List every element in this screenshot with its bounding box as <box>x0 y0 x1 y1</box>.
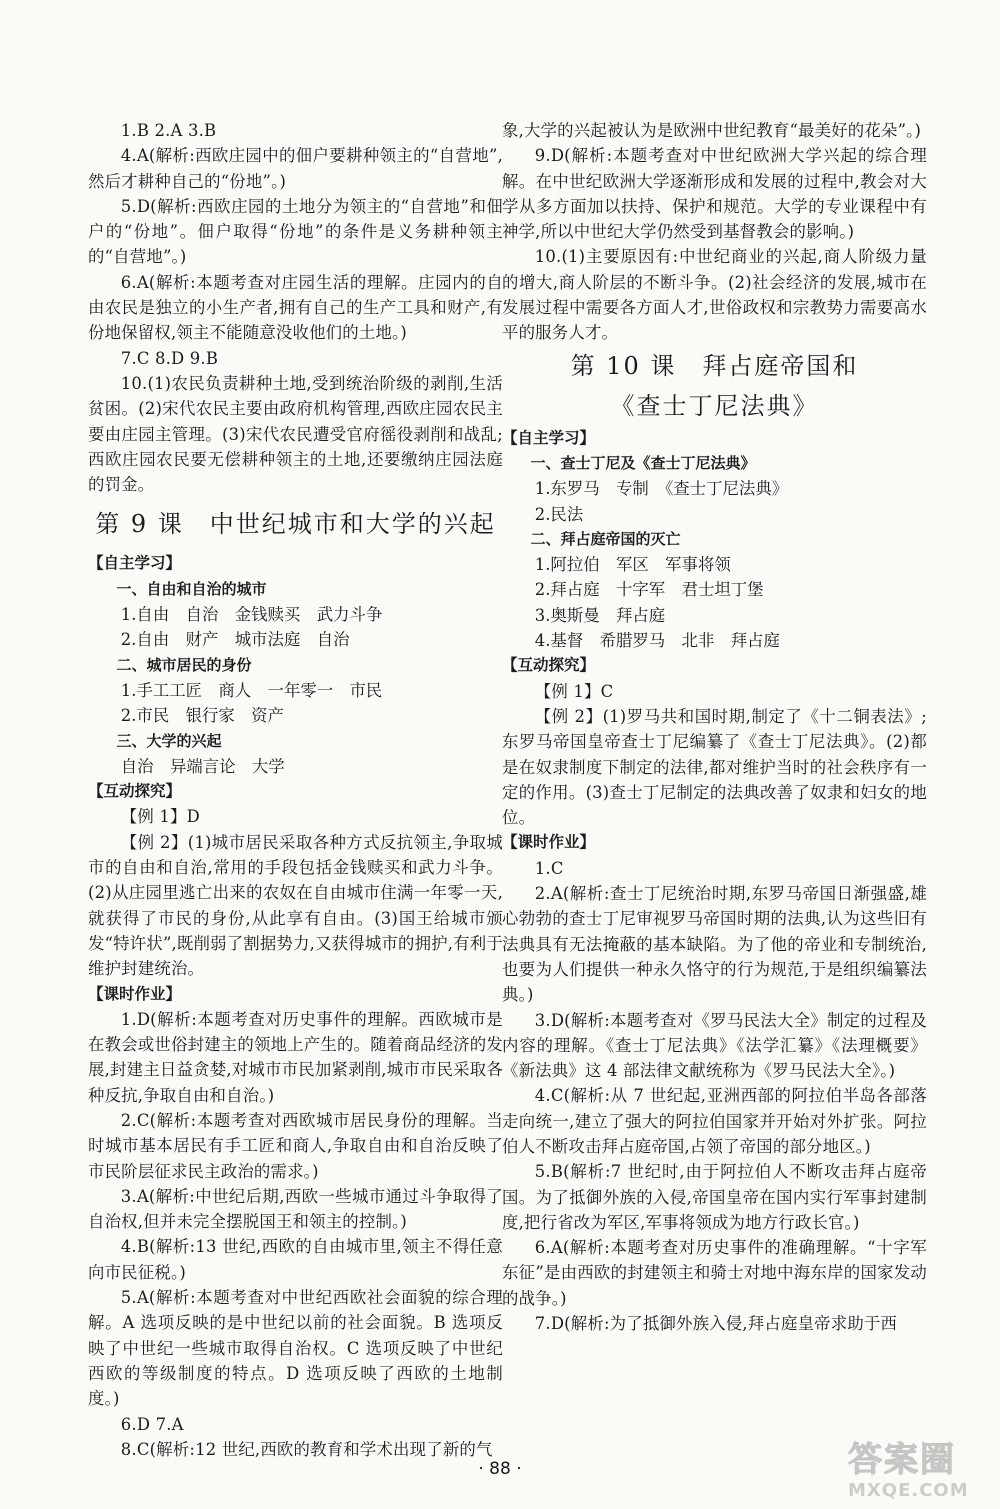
homework-item: 4.B(解析:13 世纪,西欧的自由城市里,领主不得任意向市民征税。) <box>88 1237 503 1282</box>
lesson-9-title: 第 9 课 中世纪城市和大学的兴起 <box>95 510 496 539</box>
homework-item: 5.B(解析:7 世纪时,由于阿拉伯人不断攻击拜占庭帝国。为了抵御外族的入侵,帝国皇帝在国内实行军事封建制度,把行省改为军区,军事将领成为地方行政长官。) <box>502 1162 927 1232</box>
homework-item: 7.D(解析:为了抵御外族入侵,拜占庭皇帝求助于西 <box>534 1314 898 1334</box>
answer-line: 2.自由 财产 城市法庭 自治 <box>120 630 350 650</box>
page-number: · 88 · <box>478 1459 522 1479</box>
example-2: 【例 2】(1)城市居民采取各种方式反抗领主,争取城市的自由和自治,常用的手段包括金钱赎买和武力斗争。(2)从庄园里逃亡出来的农奴在自由城市住满一年零一天,就获得了市民的身份,从此享有自由。(3)国王给城市颁发“特许状”,既削弱了割据势力,又获得城市的拥护,有利于维护封建统治。 <box>88 832 503 979</box>
homework-heading: 【课时作业】 <box>502 833 596 852</box>
answer-line: 自治 异端言论 大学 <box>120 756 285 776</box>
homework-item: 2.A(解析:查士丁尼统治时期,东罗马帝国日渐强盛,雄心勃勃的查士丁尼审视罗马帝国时期的法典,认为这些旧有法典具有无法掩蔽的基本缺陷。为了他的帝业和专制统治,也要为人们提供一种永久恪守的行为规范,于是组织编纂法典。) <box>502 884 927 1005</box>
example-2: 【例 2】(1)罗马共和国时期,制定了《十二铜表法》;东罗马帝国皇帝查士丁尼编纂了《查士丁尼法典》。(2)都是在奴隶制度下制定的法律,都对维护当时的社会秩序有一定的作用。(3)查士丁尼制定的法典改善了奴隶和妇女的地位。 <box>502 706 927 828</box>
homework-item: 6.A(解析:本题考查对历史事件的准确理解。“十字军东征”是由西欧的封建领主和骑士对地中海东岸的国家发动的战争。) <box>502 1238 927 1308</box>
section-title: 二、城市居民的身份 <box>116 655 252 674</box>
answer-line: 象,大学的兴起被认为是欧洲中世纪教育“最美好的花朵”。) <box>502 121 922 140</box>
right-column <box>502 118 927 1336</box>
answer-line: 6.A(解析:本题考查对庄园生活的理解。庄园内的自由农民是独立的小生产者,拥有自己的生产工具和财产,有份地保留权,领主不能随意没收他们的土地。) <box>88 272 503 343</box>
self-study-heading: 【自主学习】 <box>88 554 182 573</box>
lesson-10-title-line-1: 第 10 课 拜占庭帝国和 <box>570 351 859 380</box>
section-title: 一、自由和自治的城市 <box>116 579 267 598</box>
answer-line: 3.奥斯曼 拜占庭 <box>534 605 666 625</box>
answer-line: 2.民法 <box>534 504 584 524</box>
watermark-text: 答案圈 <box>848 1440 956 1480</box>
homework-item: 8.C(解析:12 世纪,西欧的教育和学术出现了新的气 <box>120 1439 493 1459</box>
homework-item: 6.D 7.A <box>120 1414 184 1434</box>
homework-item: 3.A(解析:中世纪后期,西欧一些城市通过斗争取得了自治权,但并未完全摆脱国王和领主的控制。) <box>88 1186 503 1232</box>
interactive-heading: 【互动探究】 <box>88 782 182 801</box>
self-study-heading: 【自主学习】 <box>502 428 596 447</box>
answer-line: 4.基督 希腊罗马 北非 拜占庭 <box>534 631 780 651</box>
watermark-site: MXQE.COM <box>848 1480 969 1501</box>
section-title: 二、拜占庭帝国的灭亡 <box>530 529 681 548</box>
homework-item: 5.A(解析:本题考查对中世纪西欧社会面貌的综合理解。A 选项反映的是中世纪以前的社会面貌。B 选项反映了中世纪一些城市取得自治权。C 选项反映了中世纪西欧的等级制度的特点。D 选项反映了西欧的土地制度。) <box>88 1288 503 1409</box>
homework-item: 4.C(解析:从 7 世纪起,亚洲西部的阿拉伯半岛各部落走向统一,建立了强大的阿拉伯国家并开始对外扩张。阿拉伯人不断攻击拜占庭帝国,占领了帝国的部分地区。) <box>502 1086 927 1156</box>
section-title: 一、查士丁尼及《查士丁尼法典》 <box>530 453 756 472</box>
watermark-logo <box>848 1440 998 1508</box>
answer-line: 9.D(解析:本题考查对中世纪欧洲大学兴起的综合理解。在中世纪欧洲大学逐渐形成和发展的过程中,教会对大学从多方面加以扶持、保护和规范。大学的专业课程中有神学,所以中世纪大学仍然受到基督教会的影响。) <box>502 146 927 242</box>
lesson-10-title <box>502 346 927 426</box>
homework-heading: 【课时作业】 <box>88 984 182 1003</box>
answer-line: 10.(1)农民负责耕种土地,受到统治阶级的剥削,生活贫困。(2)宋代农民主要由政府机构管理,西欧庄园农民主要由庄园主管理。(3)宋代农民遭受官府徭役剥削和战乱;西欧庄园农民要无偿耕种领主的土地,还要缴纳庄园法庭的罚金。 <box>88 373 503 495</box>
example-1: 【例 1】D <box>120 807 200 827</box>
answer-line: 2.拜占庭 十字军 君士坦丁堡 <box>534 580 764 600</box>
answer-line: 5.D(解析:西欧庄园的土地分为领主的“自营地”和佃户的“份地”。佃户取得“份地”的条件是义务耕种领主的“自营地”。) <box>88 196 503 267</box>
homework-item: 1.C <box>534 858 564 878</box>
homework-item: 1.D(解析:本题考查对历史事件的理解。西欧城市是在教会或世俗封建主的领地上产生的。随着商品经济的发展,封建主日益贪婪,对城市市民加紧剥削,城市市民采取各种反抗,争取自由和自治。) <box>88 1009 503 1105</box>
answer-line: 2.市民 银行家 资产 <box>120 706 284 726</box>
answer-line: 7.C 8.D 9.B <box>120 348 219 368</box>
homework-item: 3.D(解析:本题考查对《罗马民法大全》制定的过程及内容的理解。《查士丁尼法典》《法学汇纂》《法理概要》《新法典》这 4 部法律文献统称为《罗马民法大全》。) <box>502 1010 927 1081</box>
left-column <box>88 118 503 1462</box>
answer-line: 1.手工工匠 商人 一年零一 市民 <box>120 680 383 700</box>
interactive-heading: 【互动探究】 <box>502 656 596 675</box>
answer-line: 10.(1)主要原因有:中世纪商业的兴起,商人阶级力量的增大,商人阶层的不断斗争。(2)社会经济的发展,城市在发展过程中需要各方面人才,世俗政权和宗教势力需要高水平的服务人才。 <box>502 247 927 343</box>
answer-line: 1.阿拉伯 军区 军事将领 <box>534 555 731 575</box>
homework-item: 2.C(解析:本题考查对西欧城市居民身份的理解。当时城市基本居民有手工匠和商人,争取自由和自治反映了市民阶层征求民主政治的需求。) <box>88 1110 503 1181</box>
example-1: 【例 1】C <box>534 681 614 701</box>
answer-line: 1.B 2.A 3.B <box>120 121 217 140</box>
answer-line: 4.A(解析:西欧庄园中的佃户要耕种领主的“自营地”,然后才耕种自己的“份地”。) <box>88 146 503 191</box>
answer-line: 1.自由 自治 金钱赎买 武力斗争 <box>120 605 383 625</box>
lesson-10-title-line-2: 《查士丁尼法典》 <box>610 391 819 420</box>
section-title: 三、大学的兴起 <box>116 731 222 750</box>
answer-line: 1.东罗马 专制 《查士丁尼法典》 <box>534 479 789 499</box>
